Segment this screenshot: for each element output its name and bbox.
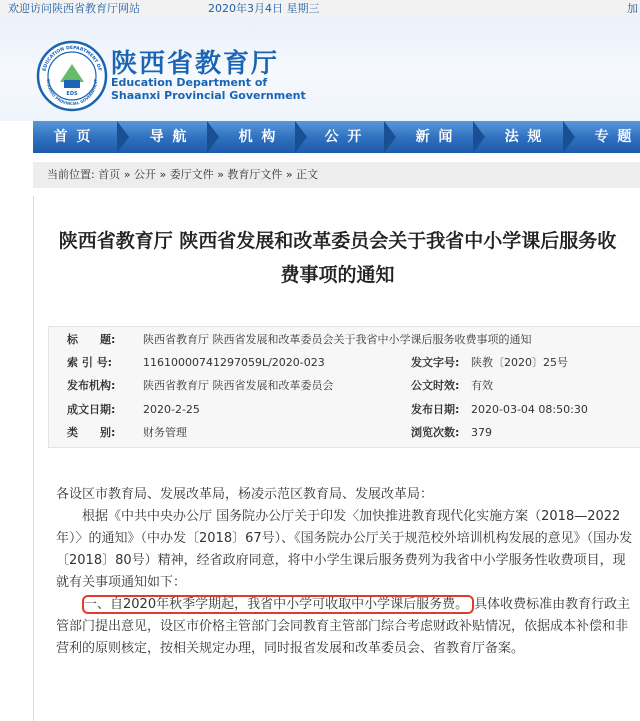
nav-regulations[interactable]: 法 规 (504, 129, 544, 145)
meta-issuer-label: 发布机构: (67, 379, 116, 392)
seal-text-bottom: SHAANXI PROVINCIAL GOVERNMENT (45, 78, 99, 107)
current-date: 2020年3月4日 星期三 (208, 2, 320, 15)
site-subtitle (111, 76, 306, 102)
department-seal-logo[interactable] (36, 40, 108, 112)
meta-published-label: 发布日期: (411, 403, 460, 416)
breadcrumb-public[interactable]: 公开 (133, 168, 156, 181)
nav-organization[interactable]: 机 构 (238, 129, 278, 145)
site-title: 陕西省教育厅 (111, 49, 280, 79)
body-paragraph-1: 根据《中共中央办公厅 国务院办公厅关于印发〈加快推进教育现代化实施方案（2018—2022年）〉的通知》（中办发〔2018〕67号）、《国务院办公厅关于规范校外培训机构发展的意见》（国办发〔2018〕80号）精神，经省政府同意，将中小学生课后服务费列为我省中小学服务性收费项目，现就有关事项通知如下： (56, 509, 633, 590)
breadcrumb-department-docs[interactable]: 教育厅文件 (227, 168, 283, 181)
meta-row-category (49, 422, 640, 444)
meta-created-value: 2020-2-25 (143, 403, 200, 416)
meta-title-label: 标 题: (67, 333, 116, 346)
meta-index-label: 索 引 号: (67, 356, 113, 369)
meta-published-value: 2020-03-04 08:50:30 (471, 403, 588, 416)
meta-row-title (49, 329, 640, 351)
meta-status-label: 公文时效: (411, 379, 460, 392)
breadcrumb-current: 正文 (296, 168, 319, 181)
main-nav (33, 121, 640, 153)
meta-views-label: 浏览次数: (411, 426, 460, 439)
meta-row-dates (49, 399, 640, 421)
body-greeting: 各设区市教育局、发展改革局，杨凌示范区教育局、发展改革局： (56, 487, 434, 502)
nav-guide[interactable]: 导 航 (149, 129, 189, 145)
nav-separator (117, 121, 129, 153)
article-title-line2: 费事项的通知 (280, 264, 395, 286)
body-paragraph-2 (56, 594, 636, 660)
meta-row-issuer (49, 375, 640, 397)
meta-index-value: 11610000741297059L/2020-023 (143, 356, 325, 369)
article-body (56, 484, 636, 660)
meta-category-label: 类 别: (67, 426, 116, 439)
seal-text-top: EDUCATION DEPARTMENT OF (42, 45, 102, 72)
meta-views-value: 379 (471, 426, 492, 439)
topbar-right-link[interactable]: 加 (627, 2, 638, 15)
article-title (34, 224, 640, 292)
meta-row-index (49, 352, 640, 374)
site-subtitle-line2: Shaanxi Provincial Government (111, 89, 306, 102)
breadcrumb-home[interactable]: 首页 (98, 168, 121, 181)
seal-center-text: EDS (66, 91, 78, 97)
nav-news[interactable]: 新 闻 (415, 129, 455, 145)
meta-docno-label: 发文字号: (411, 356, 460, 369)
breadcrumb-separator: » (123, 168, 131, 181)
body-paragraph-2-rest: 具体收费标准由教育行政主管部门提出意见，设区市价格主管部门会同教育主管部门综合考虑财政补贴情况，依据成本补偿和非营利的原则核定，按相关规定办理，同时报省发展和改革委员会、省教育厅备案。 (56, 597, 631, 656)
breadcrumb-committee-docs[interactable]: 委厅文件 (169, 168, 214, 181)
nav-topics[interactable]: 专 题 (594, 129, 634, 145)
welcome-text: 欢迎访问陕西省教育厅网站 (8, 2, 140, 15)
meta-docno-value: 陕教〔2020〕25号 (471, 356, 568, 369)
meta-created-label: 成文日期: (67, 403, 116, 416)
breadcrumb-separator: » (159, 168, 167, 181)
meta-status-value: 有效 (471, 379, 493, 392)
site-header (0, 18, 640, 121)
highlighted-sentence: 一、自2020年秋季学期起，我省中小学可收取中小学课后服务费。 (82, 595, 474, 614)
breadcrumb (33, 162, 640, 188)
nav-public[interactable]: 公 开 (324, 129, 364, 145)
breadcrumb-separator: » (217, 168, 224, 181)
meta-category-value: 财务管理 (143, 426, 187, 439)
meta-title-value: 陕西省教育厅 陕西省发展和改革委员会关于我省中小学课后服务收费事项的通知 (143, 333, 532, 346)
document-meta-table (48, 326, 640, 448)
article-title-line1: 陕西省教育厅 陕西省发展和改革委员会关于我省中小学课后服务收 (58, 230, 617, 252)
meta-issuer-value: 陕西省教育厅 陕西省发展和改革委员会 (143, 379, 334, 392)
top-bar (0, 0, 640, 18)
site-subtitle-line1: Education Department of (111, 76, 268, 89)
breadcrumb-prefix: 当前位置: (47, 168, 95, 181)
nav-home[interactable]: 首 页 (53, 129, 93, 145)
breadcrumb-separator: » (285, 168, 293, 181)
article-content (33, 196, 640, 721)
